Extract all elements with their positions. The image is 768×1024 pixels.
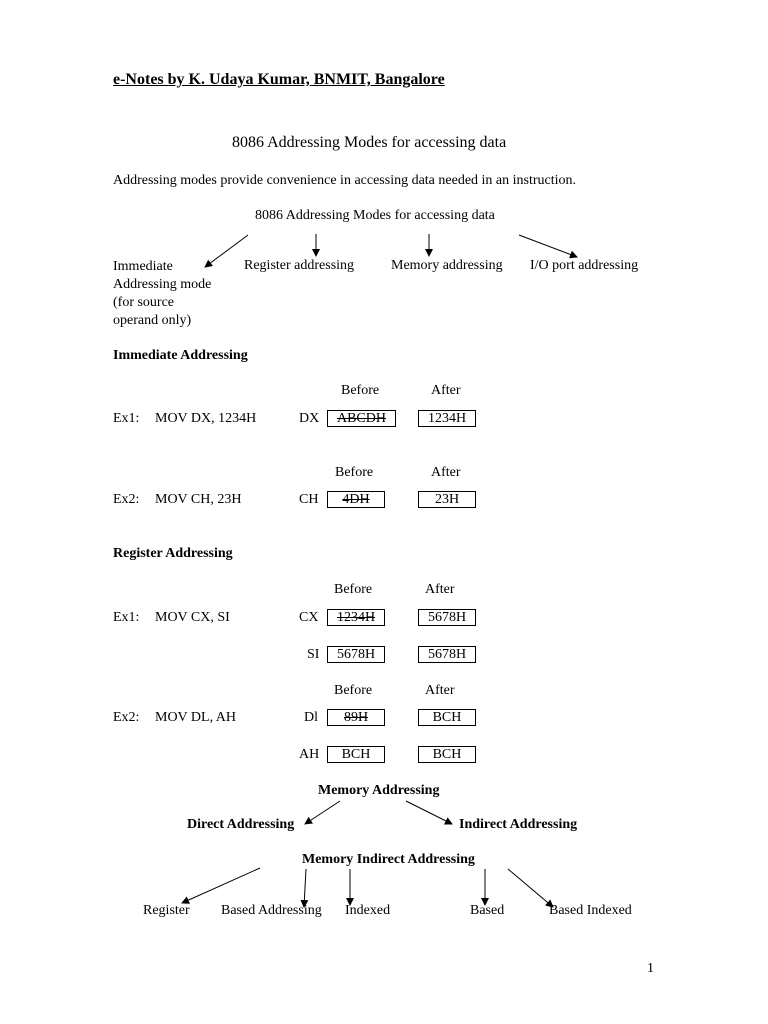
reg-ex1-new-value-2: 5678H [418,646,476,663]
leaf-based-addressing: Based Addressing [221,903,322,918]
leaf-indexed: Indexed [345,903,391,918]
imm-ex2-after-label: After [431,465,461,480]
leaf-based-indexed: Based Indexed [549,903,632,918]
indirect-addressing-label: Indirect Addressing [459,817,578,832]
reg-ex1-after-label: After [425,582,455,597]
reg-ex2-new-value-2: BCH [418,746,476,763]
reg-ex1-register-1: CX [299,610,319,625]
arrow-to-indirect [406,801,452,824]
reg-ex2-old-value-1: 89H [327,709,385,726]
reg-ex1-old-value-2: 5678H [327,646,385,663]
reg-ex1-new-value-1: 5678H [418,609,476,626]
reg-ex2-register-1: Dl [304,710,318,725]
reg-ex2-before-label: Before [334,683,373,698]
memory-mode-label: Memory addressing [391,258,503,273]
imm-ex1-after-label: After [431,383,461,398]
reg-ex2-new-value-1: BCH [418,709,476,726]
imm-ex2-label: Ex2: [113,492,140,507]
imm-ex1-before-label: Before [341,383,380,398]
imm-ex2-register: CH [299,492,319,507]
imm-ex1-new-value: 1234H [418,410,476,427]
arrow-to-io [519,235,577,257]
reg-ex2-old-value-2: BCH [327,746,385,763]
imm-ex2-old-value: 4DH [327,491,385,508]
leaf-register: Register [143,903,190,918]
imm-ex2-instruction: MOV CH, 23H [155,492,242,507]
reg-ex2-label: Ex2: [113,710,140,725]
direct-addressing-label: Direct Addressing [187,817,295,832]
reg-ex1-instruction: MOV CX, SI [155,610,230,625]
page-title: 8086 Addressing Modes for accessing data [232,134,507,151]
immediate-mode-label [113,258,211,330]
memory-heading: Memory Addressing [318,783,440,798]
reg-ex1-label: Ex1: [113,610,140,625]
imm-ex2-new-value: 23H [418,491,476,508]
arrow-to-based-indexed-leaf [508,869,553,907]
imm-ex1-register: DX [299,411,320,426]
arrow-to-immediate [205,235,248,267]
register-heading: Register Addressing [113,546,233,561]
reg-ex2-after-label: After [425,683,455,698]
immediate-line-2: Addressing mode [113,277,212,292]
reg-ex2-instruction: MOV DL, AH [155,710,237,725]
leaf-based: Based [470,903,505,918]
reg-ex1-before-label: Before [334,582,373,597]
register-mode-label: Register addressing [244,258,355,273]
immediate-heading: Immediate Addressing [113,348,248,363]
immediate-line-1: Immediate [113,259,173,274]
page-number: 1 [647,961,654,976]
io-mode-label: I/O port addressing [530,258,639,273]
memory-indirect-heading: Memory Indirect Addressing [302,852,475,867]
page-header: e-Notes by K. Udaya Kumar, BNMIT, Bangalore [113,71,445,88]
reg-ex2-register-2: AH [299,747,320,762]
imm-ex1-label: Ex1: [113,411,140,426]
intro-text: Addressing modes provide convenience in accessing data needed in an instruction. [113,173,577,188]
immediate-line-4: operand only) [113,313,192,328]
reg-ex1-old-value-1: 1234H [327,609,385,626]
immediate-line-3: (for source [113,295,175,310]
arrow-to-direct [305,801,340,824]
reg-ex1-register-2: SI [307,647,320,662]
imm-ex1-instruction: MOV DX, 1234H [155,411,257,426]
arrow-to-based-addressing-leaf [304,869,306,907]
arrow-to-register-leaf [182,868,260,903]
tree-root-label: 8086 Addressing Modes for accessing data [255,208,495,223]
imm-ex2-before-label: Before [335,465,374,480]
imm-ex1-old-value: ABCDH [327,410,396,427]
